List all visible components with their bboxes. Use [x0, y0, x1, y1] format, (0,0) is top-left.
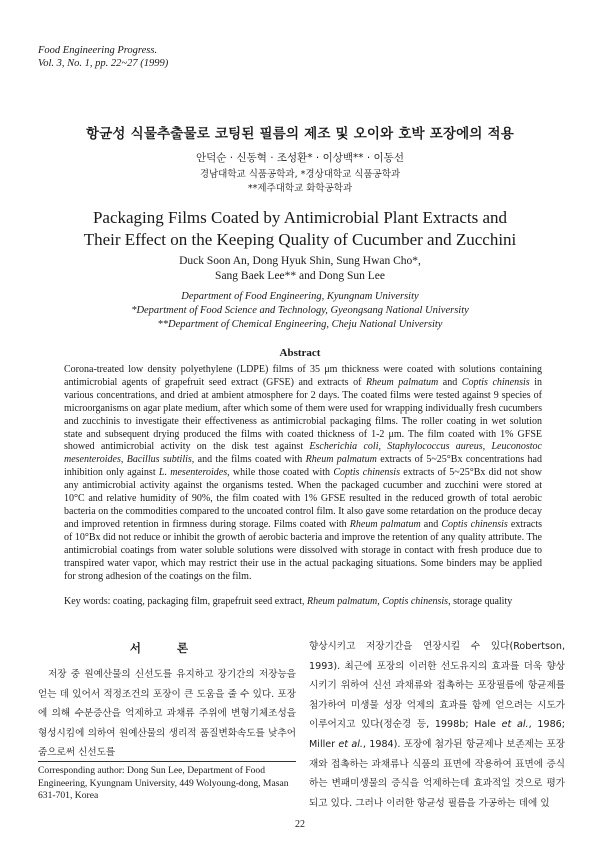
journal-name: Food Engineering Progress. [38, 45, 158, 56]
english-authors-line-2: Sang Baek Lee** and Dong Sun Lee [215, 270, 385, 282]
english-affiliation-2: *Department of Food Science and Technology, Gyeongsang National University [131, 305, 469, 316]
introduction-right-column: 향상시키고 저장기간을 연장시킬 수 있다(Robertson, 1993). 최근에 포장의 이러한 선도유지의 효과를 더욱 향상시키기 위하여 신선 과채류와 접촉하는 포장필름에 항균제를 첨가하여 미생물 성장 억제의 효과를 함께 얻으려는 시도가 이루어지고 있다(정순경 등, 1998b; Hale et al., 1986; Miller et al., 1984). 포장에 첨가된 항균제나 보존제는 포장재와 접촉하는 과채류나 식품의 표면에 작용하여 표면에 증식하는 변패미생물의 증식을 억제하는데 효과적일 것으로 평가되고 있다. 그러나 이러한 항균성 필름을 가공하는 데에 있 [309, 641, 566, 809]
english-title [0, 207, 600, 251]
footnote-divider [38, 761, 296, 762]
page-number: 22 [295, 819, 305, 830]
english-affiliation-1: Department of Food Engineering, Kyungnam University [181, 291, 419, 302]
korean-title: 항균성 식물추출물로 코팅된 필름의 제조 및 오이와 호박 포장에의 적용 [85, 126, 515, 142]
journal-header [38, 44, 168, 70]
english-title-line-1: Packaging Films Coated by Antimicrobial Plant Extracts and [92, 208, 508, 227]
english-title-line-2: Their Effect on the Keeping Quality of Cucumber and Zucchini [83, 230, 517, 249]
corresponding-author-note: Corresponding author: Dong Sun Lee, Department of Food Engineering, Kyungnam University, 449 Wolyoung-dong, Masan 631-701, Korea [38, 765, 289, 801]
abstract-body: Corona-treated low density polyethylene (LDPE) films of 35 μm thickness were coated with solutions containing antimicrobial agents of grapefruit seed extract (GFSE) and extracts of Rheum palmatum and Coptis chinensis in various concentrations, and dried at ambient atmosphere for 2 days. The coated films were tested against 9 species of microorganisms on agar plate medium, after which some of them were used for wrapping individually fresh cucumbers and zucchinis to investigate their effectiveness as antimicrobial packaging films. The roller coating in wet solution state and subsequent drying produced the films with coated thickness of 1-2 μm. The film coated with 1% GFSE showed antimicrobial activity on the disk test against Escherichia coli, Staphylococcus aureus, Leuconostoc mesenteroides, Bacillus subtilis, and the films coated with Rheum palmatum extracts of 5~25°Bx concentrations had inhibition only against L. mesenteroides, while those coated with Coptis chinensis extracts of 5~25°Bx did not show any antimicrobial activity against the organisms tested. When the packaged cucumber and zucchini were stored at 10°C and relative humidity of 90%, the film coated with 1% GFSE resulted in the reduced growth of total aerobic bacteria on the commodities compared to the uncoated control film. It also gave some retardation on the produce decay and improved retention in firmness during storage. Films coated with Rheum palmatum and Coptis chinensis extracts of 10°Bx did not reduce or inhibit the growth of aerobic bacteria and improve the retention of any quality attribute. The antimicrobial coatings from water soluble solutions were dissolved with storage in contact with fresh produce due to transpired water vapor, which may restrict their use in the actual packaging situations. Some binders may be applied for strong adhesion of the coatings on the film. [64, 364, 543, 582]
korean-authors: 안덕순 · 신동혁 · 조성환* · 이상백** · 이동선 [196, 152, 404, 164]
abstract-heading: Abstract [279, 347, 321, 359]
keywords: Key words: coating, packaging film, grapefruit seed extract, Rheum palmatum, Coptis chinensis, storage quality [64, 596, 513, 607]
english-authors-line-1: Duck Soon An, Dong Hyuk Shin, Sung Hwan Cho*, [179, 255, 421, 267]
korean-affiliation-2: **제주대학교 화학공학과 [247, 183, 353, 194]
journal-citation: Vol. 3, No. 1, pp. 22~27 (1999) [38, 58, 169, 69]
english-affiliations [0, 290, 600, 332]
korean-affiliation-1: 경남대학교 식품공학과, *경상대학교 식품공학과 [199, 169, 401, 180]
introduction-left-column: 저장 중 원예산물의 신선도를 유지하고 장기간의 저장능을 얻는 데 있어서 적정조건의 포장이 큰 도움을 줄 수 있다. 포장에 의해 수분증산을 억제하고 과채류 주위에 변형기체조성을 형성시킴에 의하여 원예산물의 생리적 품질변화속도를 낮추어줌으로써 신선도를 [38, 669, 296, 759]
introduction-heading: 서 론 [129, 641, 205, 655]
english-affiliation-3: **Department of Chemical Engineering, Cheju National University [157, 319, 443, 330]
english-authors [0, 254, 600, 284]
